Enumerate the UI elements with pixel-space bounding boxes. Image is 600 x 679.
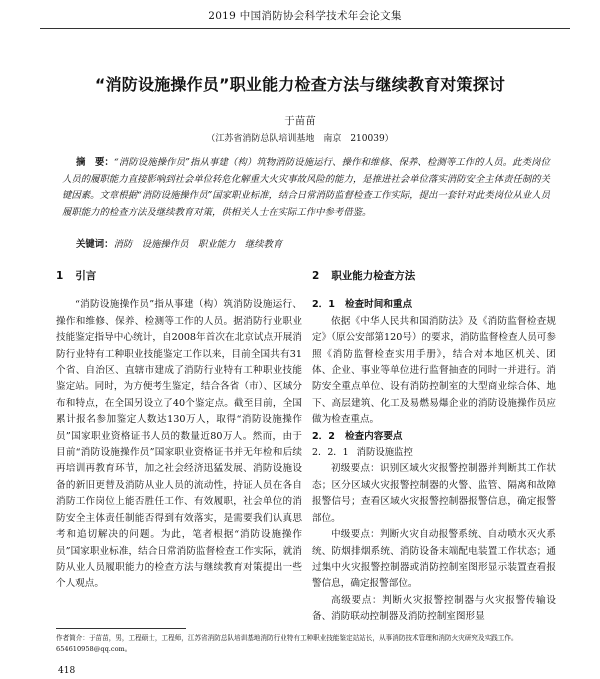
author-footnote: 作者简介：于苗苗，男，工程硕士，工程师，江苏省消防总队培训基地消防行业特有工种职业技能鉴定站站长，从事消防技术管理和消防火灾研究及实践工作。654610958@qq.com。 [56, 634, 518, 653]
section-1-paragraph: “消防设施操作员”指从事建（构）筑消防设施运行、操作和维修、保养、检测等工作的人员。据消防行业职业技能鉴定指导中心统计，自2008年首次在北京试点开展消防行业特有工种职业技能鉴定工作以来，目前全国共有31个省、自治区、直辖市建成了消防行业特有工种职业技能鉴定站。同时，为方便考生鉴定，结合各省（市）、区域分布和特点，在全国另设立了40个鉴定点。截至目前，全国累计报名参加鉴定人数达130万人，取得“消防设施操作员”国家职业资格证书人员的数量近80万人。然而，由于目前“消防设施操作员”国家职业资格证书并无年检和后续再培训再教育环节，加之社会经济迅猛发展、消防设施设备的新旧更替及消防从业人员的流动性，持证人员在各自消防工作岗位上能否胜任工作、有效履职，社会单位的消防安全主体责任制能否得到有效落实，是需要我们认真思考和追切解决的问题。为此，笔者根据“消防设施操作员”国家职业标准，结合日常消防监督检查工作实际，就消防从业人员履职能力的检查方法与继续教育对策提出一些个人观点。 [56, 299, 302, 590]
section-2-2-1-title: 消防设施监控 [356, 447, 413, 459]
basic-level-paragraph: 初级要点：识别区域火灾报警控制器并判断其工作状态；区分区域火灾报警控制器的火警、监管、隔离和故障报警信号；查看区域火灾报警控制器报警信息，确定报警部位。 [312, 463, 556, 524]
section-2-heading [312, 268, 556, 284]
abstract-label: 摘 要： [76, 157, 114, 168]
affiliation: （江苏省消防总队培训基地 南京 210039） [206, 134, 394, 144]
paper-title: “消防设施操作员”职业能力检查方法与继续教育对策探讨 [94, 75, 506, 94]
header-text: 2019 中国消防协会科学技术年会论文集 [208, 10, 402, 22]
abstract-text: “消防设施操作员”指从事建（构）筑物消防设施运行、操作和维修、保养、检测等工作的人员。此类岗位人员的履职能力直接影响到社会单位转危化解重大火灾事故风险的能力，是推进社会单位落实消防安全主体责任制的关键因素。文章根据“消防设施操作员”国家职业标准，结合日常消防监督检查工作实际，提出一套针对此类岗位从业人员履职能力的检查方法及继续教育对策，供相关人士在实际工作中参考借鉴。 [62, 157, 550, 219]
keywords-text: 消防 设施操作员 职业能力 继续教育 [113, 239, 283, 250]
section-1-heading [56, 268, 302, 284]
section-2-1-title: 检查时间和重点 [344, 299, 413, 311]
section-2-2-number: 2．2 [312, 430, 335, 442]
section-2-1-paragraph: 依据《中华人民共和国消防法》及《消防监督检查规定》（原公安部第120号）的要求，消防监督检查人员可参照《消防监督检查实用手册》，结合对本地区机关、团体、企业、事业等单位进行监督抽查的同时一并进行。消防安全重点单位、设有消防控制室的大型商业综合体、地下、高层建筑、化工及易燃易爆企业的消防设施操作员应做为检查重点。 [312, 315, 556, 426]
section-1-number: 1 [56, 270, 64, 282]
advanced-level-paragraph: 高级要点：判断火灾报警控制器与火灾报警传输设备、消防联动控制器及消防控制室图形显 [312, 594, 556, 623]
section-2-title: 职业能力检查方法 [331, 270, 416, 282]
section-2-2-1-number: 2．2．1 [312, 447, 349, 459]
section-2-2-title: 检查内容要点 [344, 430, 403, 442]
footnote-divider [56, 628, 186, 629]
author: 于苗苗 [284, 115, 316, 127]
page-number: 418 [58, 666, 76, 676]
intermediate-level-paragraph: 中级要点：判断火灾自动报警系统、自动喷水灭火系统、防烟排烟系统、消防设备末端配电装置工作状态；通过集中火灾报警控制器或消防控制室图形显示装置查看报警信息，确定报警部位。 [312, 529, 556, 590]
running-header [40, 0, 570, 29]
left-column [56, 268, 302, 593]
right-column [312, 268, 556, 626]
abstract [62, 155, 550, 222]
section-2-2-heading [312, 429, 556, 445]
section-2-1-number: 2．1 [312, 299, 335, 311]
keywords [76, 236, 550, 250]
section-2-number: 2 [312, 270, 320, 282]
keywords-label: 关键词： [76, 239, 114, 250]
section-2-1-heading [312, 297, 556, 313]
section-1-title: 引言 [75, 270, 97, 282]
section-2-2-1-heading [312, 445, 556, 461]
